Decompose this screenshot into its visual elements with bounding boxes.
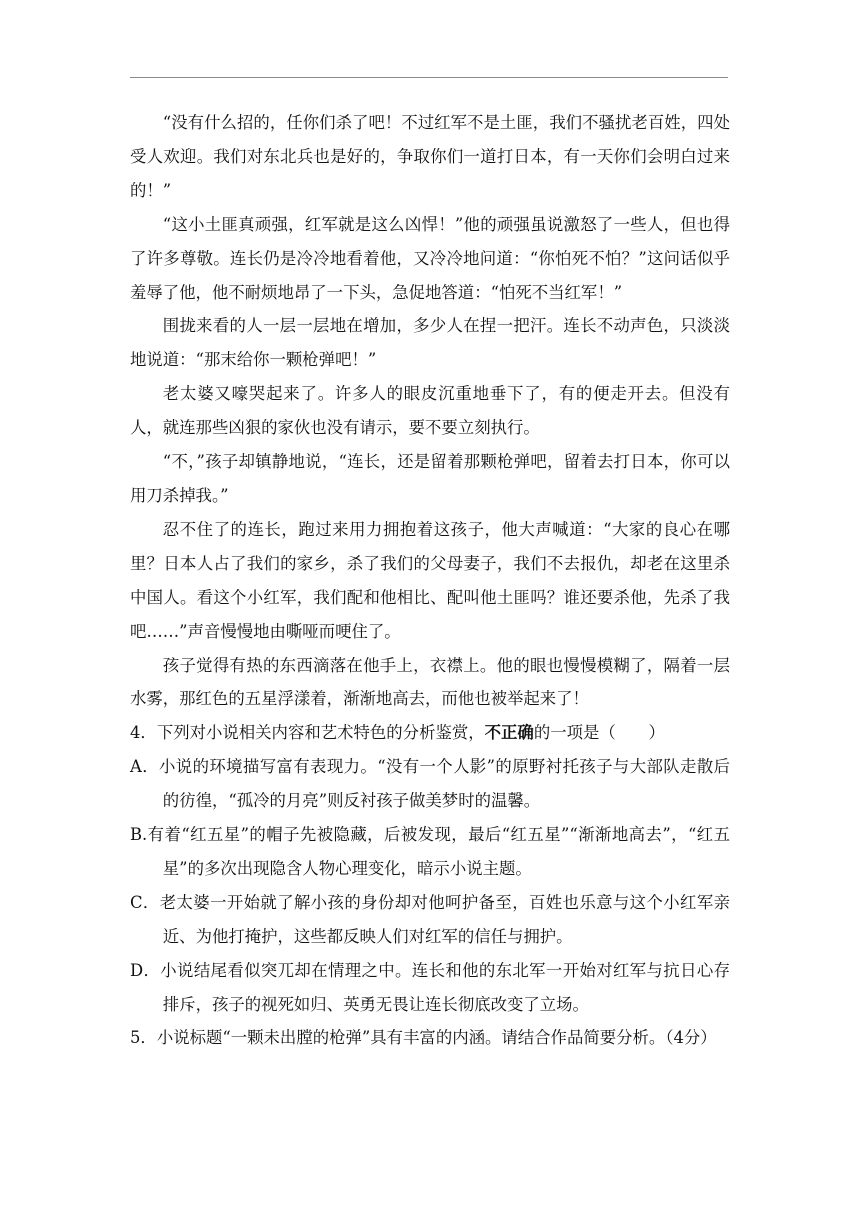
paragraph-7: 孩子觉得有热的东西滴落在他手上，衣襟上。他的眼也慢慢模糊了，隔着一层水雾，那红色的五星浮漾着，渐渐地高去，而他也被举起来了！ [130,655,730,709]
header-rule [130,77,728,78]
paragraph-3: 围拢来看的人一层一层地在增加，多少人在捏一把汗。连长不动声色，只淡淡地说道：“那末给你一颗枪弹吧！” [130,316,730,370]
paragraph-1: “没有什么招的，任你们杀了吧！不过红军不是土匪，我们不骚扰老百姓，四处受人欢迎。我们对东北兵也是好的，争取你们一道打日本，有一天你们会明白过来的！” [130,113,730,200]
document-body [130,106,730,1055]
paragraph-4: 老太婆又嚎哭起来了。许多人的眼皮沉重地垂下了，有的便走开去。但没有人，就连那些凶狠的家伙也没有请示，要不要立刻执行。 [130,384,730,438]
question-4 [130,716,730,750]
question-4-emphasis: 不正确 [484,723,534,743]
option-c: C．老太婆一开始就了解小孩的身份却对他呵护备至，百姓也乐意与这个小红军亲近、为他打掩护，这些都反映人们对红军的信任与拥护。 [130,892,730,946]
question-5: 5．小说标题“一颗未出膛的枪弹”具有丰富的内涵。请结合作品简要分析。（4分） [130,1028,717,1048]
option-d: D．小说结尾看似突兀却在情理之中。连长和他的东北军一开始对红军与抗日心存排斥，孩子的视死如归、英勇无畏让连长彻底改变了立场。 [130,960,730,1014]
option-b: B.有着“红五星”的帽子先被隐藏，后被发现，最后“红五星”“渐渐地高去”，“红五星”的多次出现隐含人物心理变化，暗示小说主题。 [130,825,730,878]
question-4-prefix: 4．下列对小说相关内容和艺术特色的分析鉴赏， [130,723,485,743]
question-4-suffix: 的一项是（ ） [533,723,665,743]
option-a: A．小说的环境描写富有表现力。“没有一个人影”的原野衬托孩子与大部队走散后的彷徨，“孤冷的月亮”则反衬孩子做美梦时的温馨。 [130,757,730,811]
paragraph-6: 忍不住了的连长，跑过来用力拥抱着这孩子，他大声喊道：“大家的良心在哪里？日本人占了我们的家乡，杀了我们的父母妻子，我们不去报仇，却老在这里杀中国人。看这个小红军，我们配和他相比、配叫他土匪吗？谁还要杀他，先杀了我吧……”声音慢慢地由嘶哑而哽住了。 [130,519,730,641]
paragraph-5: “不，”孩子却镇静地说，“连长，还是留着那颗枪弹吧，留着去打日本，你可以用刀杀掉我。” [130,452,730,505]
paragraph-2: “这小土匪真顽强，红军就是这么凶悍！”他的顽强虽说激怒了一些人，但也得了许多尊敬。连长仍是冷冷地看着他，又冷冷地问道：“你怕死不怕？”这问话似乎羞辱了他，他不耐烦地昂了一下头，急促地答道：“怕死不当红军！” [130,214,730,302]
